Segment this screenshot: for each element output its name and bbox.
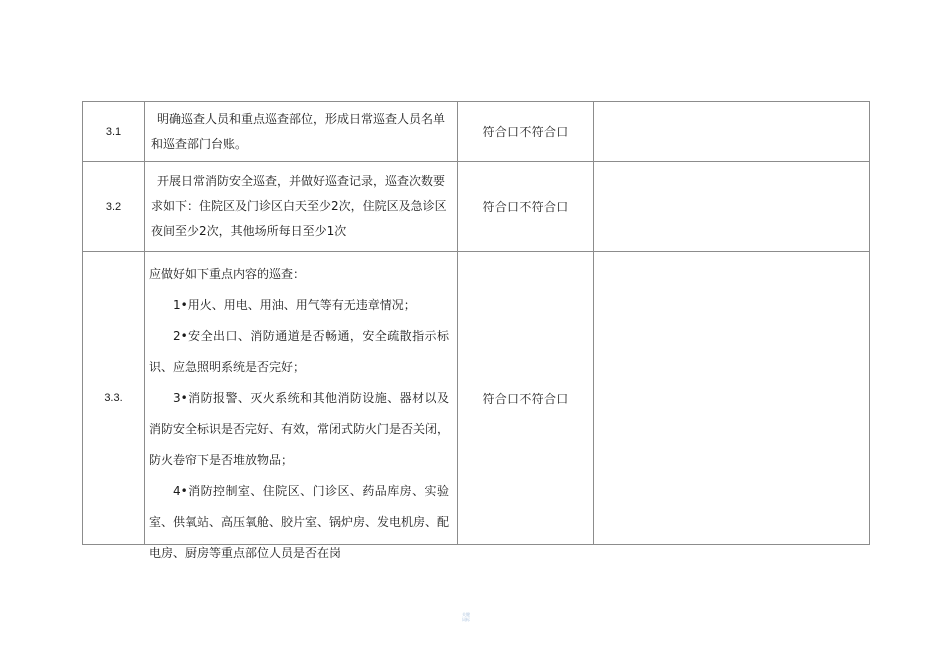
footer-watermark — [462, 612, 470, 622]
row-number: 3.3. — [83, 252, 145, 545]
remarks-cell[interactable] — [594, 102, 870, 162]
inspection-content — [145, 162, 458, 252]
table-row — [83, 102, 870, 162]
compliance-checkbox-text[interactable]: 符合口不符合口 — [458, 162, 594, 252]
table-row — [83, 162, 870, 252]
inspection-item: 1•用火、用电、用油、用气等有无违章情况； — [173, 298, 416, 312]
remarks-cell[interactable] — [594, 162, 870, 252]
inspection-item: 2•安全出口、消防通道是否畅通，安全疏散指示标识、应急照明系统是否完好； — [149, 329, 449, 374]
content-line: 开展日常消防安全巡查，并做好巡查记录，巡查次数要 — [157, 174, 446, 188]
table-row — [83, 252, 870, 545]
inspection-content — [145, 252, 458, 560]
inspection-item: 3•消防报警、灭火系统和其他消防设施、器材以及消防安全标识是否完好、有效，常闭式防火门是否关闭，防火卷帘下是否堆放物品； — [149, 391, 450, 467]
content-line: 夜间至少2次，其他场所每日至少1次 — [151, 224, 347, 238]
compliance-checkbox-text[interactable]: 符合口不符合口 — [458, 102, 594, 162]
content-clip — [145, 252, 457, 560]
inspection-item: 4•消防控制室、住院区、门诊区、药品库房、实验室、供氧站、高压氧舱、胶片室、锅炉房、发电机房、配电房、厨房等重点部位人员是否在岗 — [149, 484, 450, 560]
footer-line: 关键 — [462, 612, 470, 617]
compliance-checkbox-text[interactable]: 符合口不符合口 — [458, 252, 594, 545]
inspection-checklist-table — [82, 101, 870, 560]
content-intro: 应做好如下重点内容的巡查： — [149, 267, 306, 281]
content-line: 明确巡查人员和重点巡查部位，形成日常巡查人员名单 — [157, 111, 446, 126]
inspection-content — [145, 102, 458, 162]
footer-line: 词标 — [462, 617, 470, 622]
row-number: 3.1 — [83, 102, 145, 162]
content-line: 求如下：住院区及门诊区白天至少2次，住院区及急诊区 — [151, 199, 447, 213]
row-number: 3.2 — [83, 162, 145, 252]
content-line: 和巡查部门台账。 — [151, 136, 248, 151]
remarks-cell[interactable] — [594, 252, 870, 545]
